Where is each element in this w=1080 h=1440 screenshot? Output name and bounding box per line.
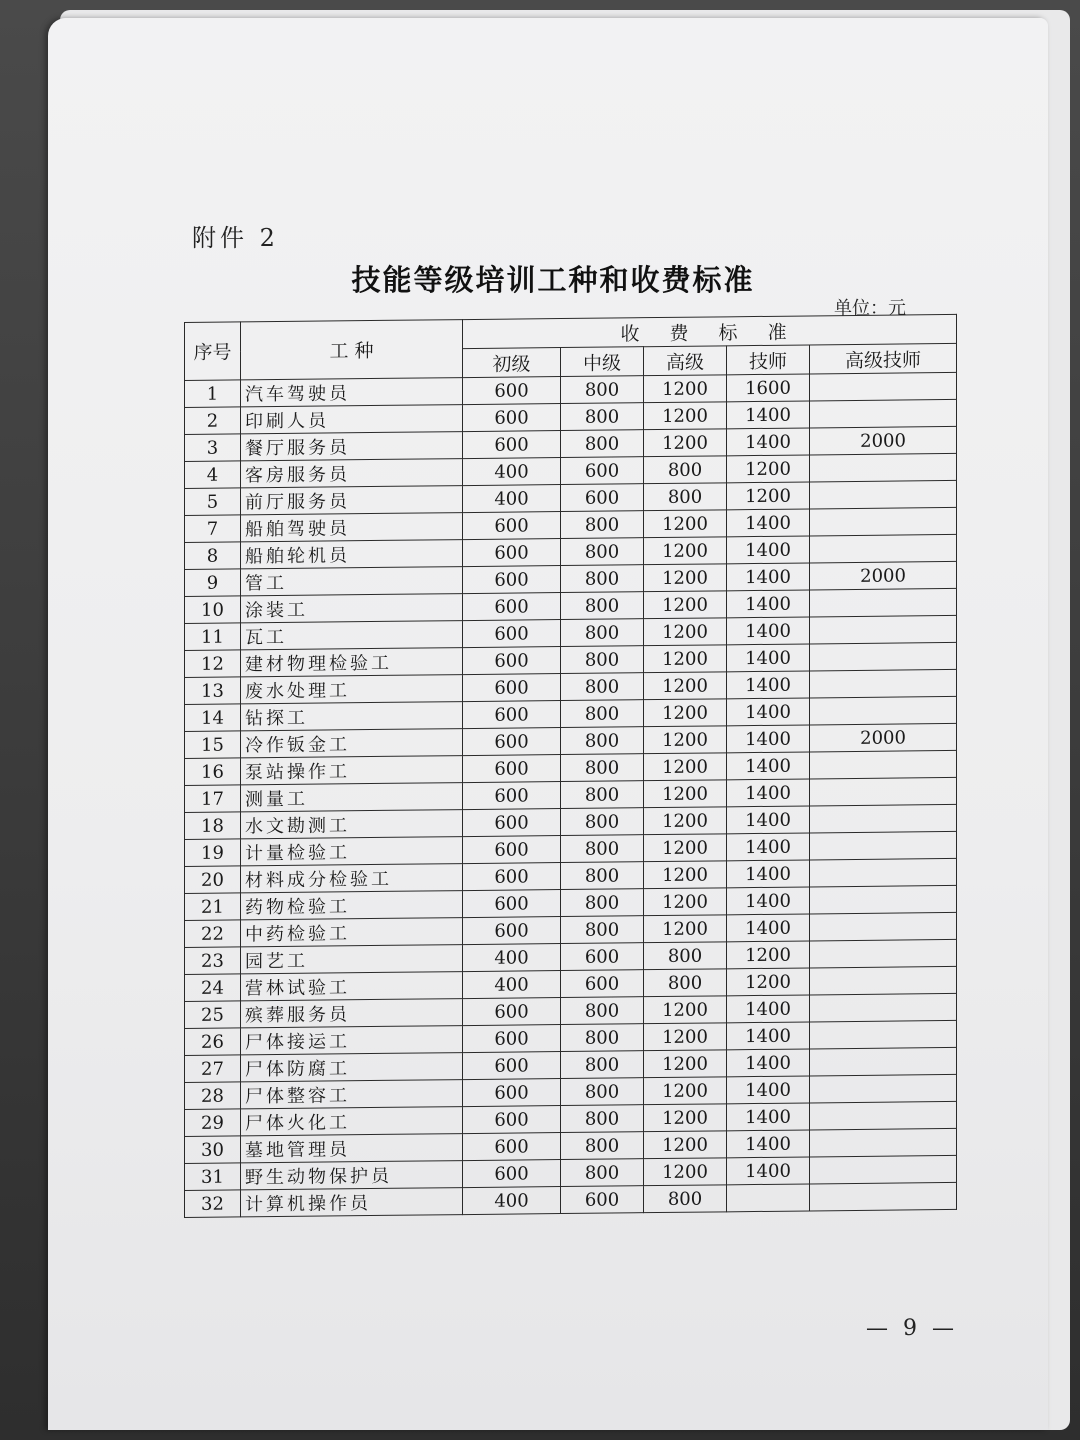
row-fee-cell: 600 — [463, 1025, 561, 1053]
row-type-cell: 泵站操作工 — [241, 756, 463, 785]
row-type-cell: 计量检验工 — [241, 837, 463, 866]
row-fee-cell: 600 — [463, 620, 561, 648]
row-fee-cell: 600 — [463, 1079, 561, 1107]
row-type-cell: 餐厅服务员 — [241, 432, 463, 461]
row-fee-cell: 800 — [561, 538, 644, 566]
row-fee-cell: 1400 — [727, 644, 810, 672]
row-fee-cell — [810, 372, 957, 401]
row-fee-cell — [810, 1020, 957, 1049]
row-fee-cell: 2000 — [810, 561, 957, 590]
row-fee-cell: 1400 — [727, 671, 810, 699]
row-fee-cell — [810, 534, 957, 563]
row-fee-cell: 600 — [463, 404, 561, 432]
row-index-cell: 8 — [185, 542, 241, 570]
row-fee-cell: 400 — [463, 1187, 561, 1215]
row-fee-cell: 800 — [561, 997, 644, 1025]
row-fee-cell: 800 — [561, 1024, 644, 1052]
row-type-cell: 废水处理工 — [241, 675, 463, 704]
row-fee-cell: 800 — [644, 483, 727, 511]
row-index-cell: 7 — [185, 515, 241, 543]
row-fee-cell: 1200 — [644, 1104, 727, 1132]
row-fee-cell: 1400 — [727, 725, 810, 753]
row-index-cell: 31 — [185, 1163, 241, 1191]
row-fee-cell: 1200 — [644, 645, 727, 673]
row-fee-cell: 2000 — [810, 723, 957, 752]
row-type-cell: 涂装工 — [241, 594, 463, 623]
row-fee-cell: 1400 — [727, 1076, 810, 1104]
row-fee-cell: 800 — [561, 808, 644, 836]
fee-table-container — [184, 314, 956, 1218]
row-fee-cell: 800 — [561, 1159, 644, 1187]
row-fee-cell — [810, 669, 957, 698]
row-fee-cell: 1400 — [727, 779, 810, 807]
header-level-intermediate: 中级 — [561, 347, 644, 377]
row-fee-cell: 600 — [463, 1106, 561, 1134]
row-fee-cell: 400 — [463, 944, 561, 972]
header-level-technician: 技师 — [727, 345, 810, 375]
row-fee-cell: 1400 — [727, 536, 810, 564]
row-fee-cell: 600 — [463, 728, 561, 756]
row-fee-cell: 1400 — [727, 1157, 810, 1185]
row-index-cell: 18 — [185, 812, 241, 840]
row-fee-cell — [810, 750, 957, 779]
row-fee-cell — [810, 453, 957, 482]
row-fee-cell: 800 — [561, 1078, 644, 1106]
row-fee-cell: 800 — [561, 700, 644, 728]
row-index-cell: 13 — [185, 677, 241, 705]
row-fee-cell: 1400 — [727, 617, 810, 645]
row-fee-cell: 800 — [644, 456, 727, 484]
row-type-cell: 印刷人员 — [241, 405, 463, 434]
row-type-cell: 船舶轮机员 — [241, 540, 463, 569]
row-type-cell: 尸体整容工 — [241, 1080, 463, 1109]
header-index: 序号 — [185, 322, 241, 381]
row-index-cell: 25 — [185, 1001, 241, 1029]
row-fee-cell: 1200 — [644, 537, 727, 565]
row-type-cell: 钻探工 — [241, 702, 463, 731]
row-fee-cell: 1200 — [727, 482, 810, 510]
row-fee-cell: 600 — [463, 1133, 561, 1161]
row-fee-cell: 1200 — [644, 510, 727, 538]
unit-label: 单位：元 — [834, 298, 906, 319]
page-number: — 9 — — [866, 1316, 958, 1341]
row-fee-cell: 800 — [561, 727, 644, 755]
row-fee-cell: 800 — [561, 565, 644, 593]
row-fee-cell: 600 — [463, 809, 561, 837]
row-fee-cell: 800 — [561, 835, 644, 863]
header-type: 工 种 — [241, 320, 463, 380]
row-fee-cell — [810, 777, 957, 806]
row-fee-cell: 600 — [463, 917, 561, 945]
row-fee-cell: 1200 — [644, 672, 727, 700]
row-index-cell: 26 — [185, 1028, 241, 1056]
row-index-cell: 16 — [185, 758, 241, 786]
table-body — [185, 372, 957, 1217]
row-fee-cell: 800 — [561, 1132, 644, 1160]
row-fee-cell: 800 — [561, 889, 644, 917]
row-type-cell: 殡葬服务员 — [241, 999, 463, 1028]
row-type-cell: 前厅服务员 — [241, 486, 463, 515]
row-fee-cell: 800 — [561, 916, 644, 944]
row-fee-cell: 600 — [463, 566, 561, 594]
row-fee-cell: 800 — [561, 376, 644, 404]
row-fee-cell: 600 — [463, 836, 561, 864]
row-fee-cell: 600 — [463, 512, 561, 540]
row-fee-cell: 600 — [561, 457, 644, 485]
row-fee-cell: 800 — [561, 862, 644, 890]
row-fee-cell: 2000 — [810, 426, 957, 455]
row-fee-cell: 600 — [463, 674, 561, 702]
row-type-cell: 测量工 — [241, 783, 463, 812]
header-level-junior: 初级 — [463, 348, 561, 378]
row-fee-cell: 1200 — [644, 402, 727, 430]
row-fee-cell: 400 — [463, 971, 561, 999]
row-fee-cell: 1400 — [727, 1130, 810, 1158]
fee-table — [184, 314, 957, 1218]
row-fee-cell: 800 — [561, 619, 644, 647]
header-level-senior: 高级 — [644, 346, 727, 376]
row-fee-cell: 1400 — [727, 995, 810, 1023]
row-fee-cell: 1200 — [644, 753, 727, 781]
row-fee-cell — [810, 588, 957, 617]
row-index-cell: 30 — [185, 1136, 241, 1164]
row-index-cell: 28 — [185, 1082, 241, 1110]
row-fee-cell: 1600 — [727, 374, 810, 402]
row-fee-cell: 800 — [561, 781, 644, 809]
row-fee-cell: 1200 — [644, 429, 727, 457]
row-type-cell: 瓦工 — [241, 621, 463, 650]
row-fee-cell: 800 — [561, 673, 644, 701]
row-fee-cell: 1400 — [727, 914, 810, 942]
row-fee-cell: 600 — [463, 539, 561, 567]
row-fee-cell: 1400 — [727, 401, 810, 429]
row-fee-cell: 600 — [463, 863, 561, 891]
row-fee-cell: 1200 — [644, 996, 727, 1024]
row-index-cell: 15 — [185, 731, 241, 759]
row-fee-cell: 1400 — [727, 590, 810, 618]
row-fee-cell: 600 — [463, 701, 561, 729]
row-index-cell: 24 — [185, 974, 241, 1002]
row-fee-cell: 1200 — [644, 375, 727, 403]
row-fee-cell: 1200 — [644, 834, 727, 862]
row-fee-cell: 800 — [561, 403, 644, 431]
document-title: 技能等级培训工种和收费标准 — [351, 263, 755, 297]
row-fee-cell — [810, 993, 957, 1022]
row-fee-cell: 1200 — [644, 1158, 727, 1186]
row-fee-cell: 800 — [561, 1105, 644, 1133]
row-index-cell: 14 — [185, 704, 241, 732]
row-type-cell: 水文勘测工 — [241, 810, 463, 839]
row-fee-cell: 1400 — [727, 698, 810, 726]
row-fee-cell — [810, 1155, 957, 1184]
row-type-cell: 尸体接运工 — [241, 1026, 463, 1055]
row-index-cell: 27 — [185, 1055, 241, 1083]
row-fee-cell: 1200 — [644, 780, 727, 808]
row-index-cell: 12 — [185, 650, 241, 678]
row-fee-cell: 800 — [561, 592, 644, 620]
row-fee-cell: 1200 — [644, 726, 727, 754]
document-page — [48, 18, 1048, 1430]
row-fee-cell: 1400 — [727, 860, 810, 888]
row-fee-cell — [810, 939, 957, 968]
row-fee-cell: 600 — [463, 1052, 561, 1080]
row-fee-cell — [810, 1047, 957, 1076]
row-index-cell: 9 — [185, 569, 241, 597]
row-fee-cell — [727, 1184, 810, 1212]
row-type-cell: 尸体防腐工 — [241, 1053, 463, 1082]
row-fee-cell: 600 — [463, 1160, 561, 1188]
row-fee-cell: 800 — [561, 1051, 644, 1079]
row-fee-cell: 1400 — [727, 752, 810, 780]
row-type-cell: 野生动物保护员 — [241, 1161, 463, 1190]
row-fee-cell: 800 — [561, 754, 644, 782]
row-type-cell: 园艺工 — [241, 945, 463, 974]
row-fee-cell: 600 — [561, 943, 644, 971]
row-fee-cell: 400 — [463, 458, 561, 486]
row-fee-cell: 600 — [561, 970, 644, 998]
row-index-cell: 1 — [185, 380, 241, 408]
row-fee-cell: 600 — [463, 593, 561, 621]
row-fee-cell: 1200 — [727, 968, 810, 996]
row-fee-cell — [810, 480, 957, 509]
row-fee-cell: 1200 — [644, 699, 727, 727]
row-fee-cell — [810, 615, 957, 644]
row-fee-cell: 800 — [561, 646, 644, 674]
row-fee-cell: 600 — [463, 647, 561, 675]
row-fee-cell — [810, 1074, 957, 1103]
row-fee-cell: 1200 — [644, 564, 727, 592]
row-fee-cell: 600 — [463, 755, 561, 783]
row-index-cell: 10 — [185, 596, 241, 624]
row-fee-cell: 1400 — [727, 428, 810, 456]
row-fee-cell: 1400 — [727, 887, 810, 915]
row-fee-cell: 1200 — [727, 941, 810, 969]
row-fee-cell: 1200 — [644, 1050, 727, 1078]
row-fee-cell: 1400 — [727, 833, 810, 861]
row-fee-cell — [810, 912, 957, 941]
row-type-cell: 冷作钣金工 — [241, 729, 463, 758]
row-fee-cell: 1200 — [644, 915, 727, 943]
row-fee-cell: 1200 — [644, 888, 727, 916]
row-index-cell: 5 — [185, 488, 241, 516]
row-fee-cell: 800 — [561, 430, 644, 458]
row-fee-cell: 800 — [561, 511, 644, 539]
row-type-cell: 汽车驾驶员 — [241, 378, 463, 407]
row-index-cell: 23 — [185, 947, 241, 975]
row-type-cell: 材料成分检验工 — [241, 864, 463, 893]
row-type-cell: 墓地管理员 — [241, 1134, 463, 1163]
row-fee-cell: 800 — [644, 969, 727, 997]
row-type-cell: 尸体火化工 — [241, 1107, 463, 1136]
row-type-cell: 药物检验工 — [241, 891, 463, 920]
row-fee-cell — [810, 696, 957, 725]
row-index-cell: 32 — [185, 1190, 241, 1218]
row-fee-cell: 1400 — [727, 509, 810, 537]
row-fee-cell: 600 — [561, 484, 644, 512]
row-type-cell: 船舶驾驶员 — [241, 513, 463, 542]
row-fee-cell: 800 — [644, 1185, 727, 1213]
row-fee-cell: 600 — [561, 1186, 644, 1214]
row-type-cell: 客房服务员 — [241, 459, 463, 488]
row-index-cell: 22 — [185, 920, 241, 948]
row-type-cell: 中药检验工 — [241, 918, 463, 947]
row-fee-cell: 1200 — [644, 861, 727, 889]
row-fee-cell: 1400 — [727, 563, 810, 591]
row-fee-cell: 1200 — [644, 591, 727, 619]
row-fee-cell: 600 — [463, 431, 561, 459]
row-fee-cell: 1200 — [727, 455, 810, 483]
row-fee-cell — [810, 1101, 957, 1130]
row-fee-cell — [810, 966, 957, 995]
row-fee-cell: 600 — [463, 782, 561, 810]
row-index-cell: 20 — [185, 866, 241, 894]
row-fee-cell: 1200 — [644, 807, 727, 835]
header-fee-group: 收 费 标 准 — [463, 314, 957, 348]
row-fee-cell: 1200 — [644, 1131, 727, 1159]
row-fee-cell: 1400 — [727, 806, 810, 834]
row-type-cell: 计算机操作员 — [241, 1188, 463, 1217]
row-index-cell: 17 — [185, 785, 241, 813]
row-fee-cell: 600 — [463, 890, 561, 918]
row-index-cell: 3 — [185, 434, 241, 462]
row-index-cell: 21 — [185, 893, 241, 921]
row-fee-cell — [810, 1128, 957, 1157]
row-fee-cell — [810, 885, 957, 914]
row-fee-cell — [810, 1182, 957, 1211]
row-fee-cell: 1400 — [727, 1103, 810, 1131]
row-fee-cell — [810, 858, 957, 887]
row-type-cell: 营林试验工 — [241, 972, 463, 1001]
row-fee-cell: 1200 — [644, 618, 727, 646]
row-fee-cell: 1200 — [644, 1023, 727, 1051]
row-fee-cell — [810, 804, 957, 833]
row-index-cell: 19 — [185, 839, 241, 867]
header-level-senior-technician: 高级技师 — [810, 343, 957, 374]
row-index-cell: 11 — [185, 623, 241, 651]
annex-label: 附件 2 — [192, 224, 279, 252]
row-fee-cell: 400 — [463, 485, 561, 513]
row-index-cell: 2 — [185, 407, 241, 435]
row-type-cell: 建材物理检验工 — [241, 648, 463, 677]
row-fee-cell: 1400 — [727, 1049, 810, 1077]
row-fee-cell — [810, 642, 957, 671]
row-fee-cell — [810, 399, 957, 428]
row-fee-cell: 1200 — [644, 1077, 727, 1105]
row-index-cell: 4 — [185, 461, 241, 489]
row-fee-cell: 1400 — [727, 1022, 810, 1050]
row-fee-cell: 800 — [644, 942, 727, 970]
row-fee-cell — [810, 831, 957, 860]
row-fee-cell — [810, 507, 957, 536]
row-fee-cell: 600 — [463, 998, 561, 1026]
row-fee-cell: 600 — [463, 377, 561, 405]
row-type-cell: 管工 — [241, 567, 463, 596]
row-index-cell: 29 — [185, 1109, 241, 1137]
